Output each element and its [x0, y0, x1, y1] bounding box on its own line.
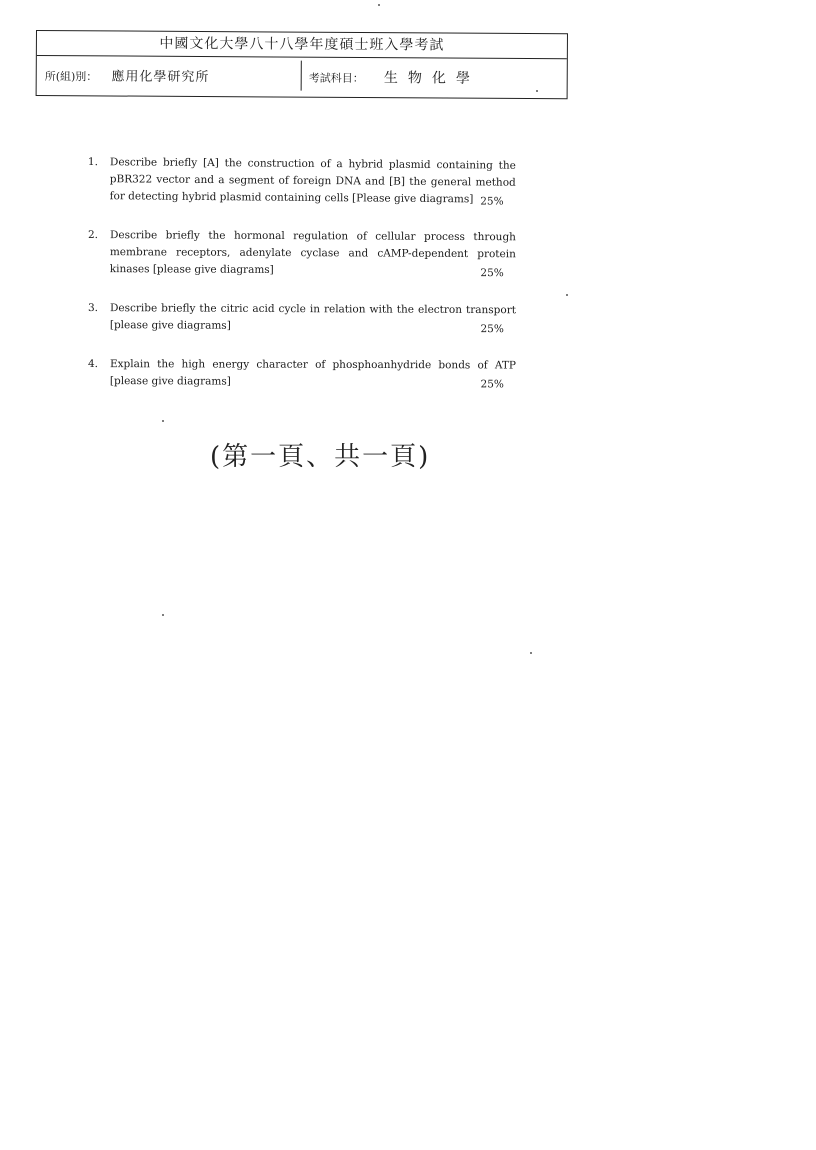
subject-field	[309, 67, 480, 88]
question-weight: 25%	[480, 323, 504, 336]
question-number: 2.	[87, 229, 99, 242]
scan-speck	[162, 614, 164, 616]
question-item	[86, 154, 516, 211]
header-info-row	[37, 57, 567, 96]
header-divider	[301, 61, 302, 91]
scan-speck	[162, 420, 164, 422]
question-weight: 25%	[480, 195, 504, 208]
question-text: Explain the high energy character of phosphoanhydride bonds of ATP [please give diagrams]	[109, 358, 516, 388]
question-text: Describe briefly the citric acid cycle in relation with the electron transport [please give diagrams]	[109, 302, 516, 332]
question-text: Describe briefly [A] the construction of a hybrid plasmid containing the pBR322 vector and a segment of foreign DNA and [B] the general method for detecting hybrid plasmid containing cells [Please give diagrams]	[109, 156, 516, 206]
question-item	[86, 356, 516, 394]
scan-speck	[530, 652, 532, 654]
exam-header	[36, 30, 568, 99]
department-label: 所(組)別：	[44, 70, 98, 84]
question-number: 1.	[87, 156, 99, 169]
question-weight: 25%	[480, 267, 504, 280]
subject-value: 生物化學	[383, 70, 480, 87]
subject-label: 考試科目：	[308, 71, 364, 86]
question-item	[86, 300, 516, 338]
question-item	[86, 227, 516, 282]
scan-speck	[536, 90, 538, 92]
question-list	[86, 154, 516, 412]
question-weight: 25%	[480, 378, 504, 391]
scan-speck	[378, 4, 380, 6]
page-count-note: (第一頁、共一頁)	[210, 442, 431, 472]
department-value: 應用化學研究所	[111, 69, 210, 86]
scan-speck	[566, 294, 568, 296]
question-text: Describe briefly the hormonal regulation of cellular process through membrane receptors, adenylate cyclase and cAMP-dependent protein kinases [please give diagrams]	[109, 229, 516, 276]
question-number: 3.	[87, 302, 99, 315]
department-field	[45, 65, 210, 85]
exam-title: 中國文化大學八十八學年度碩士班入學考試	[37, 31, 567, 59]
question-number: 4.	[87, 358, 99, 371]
